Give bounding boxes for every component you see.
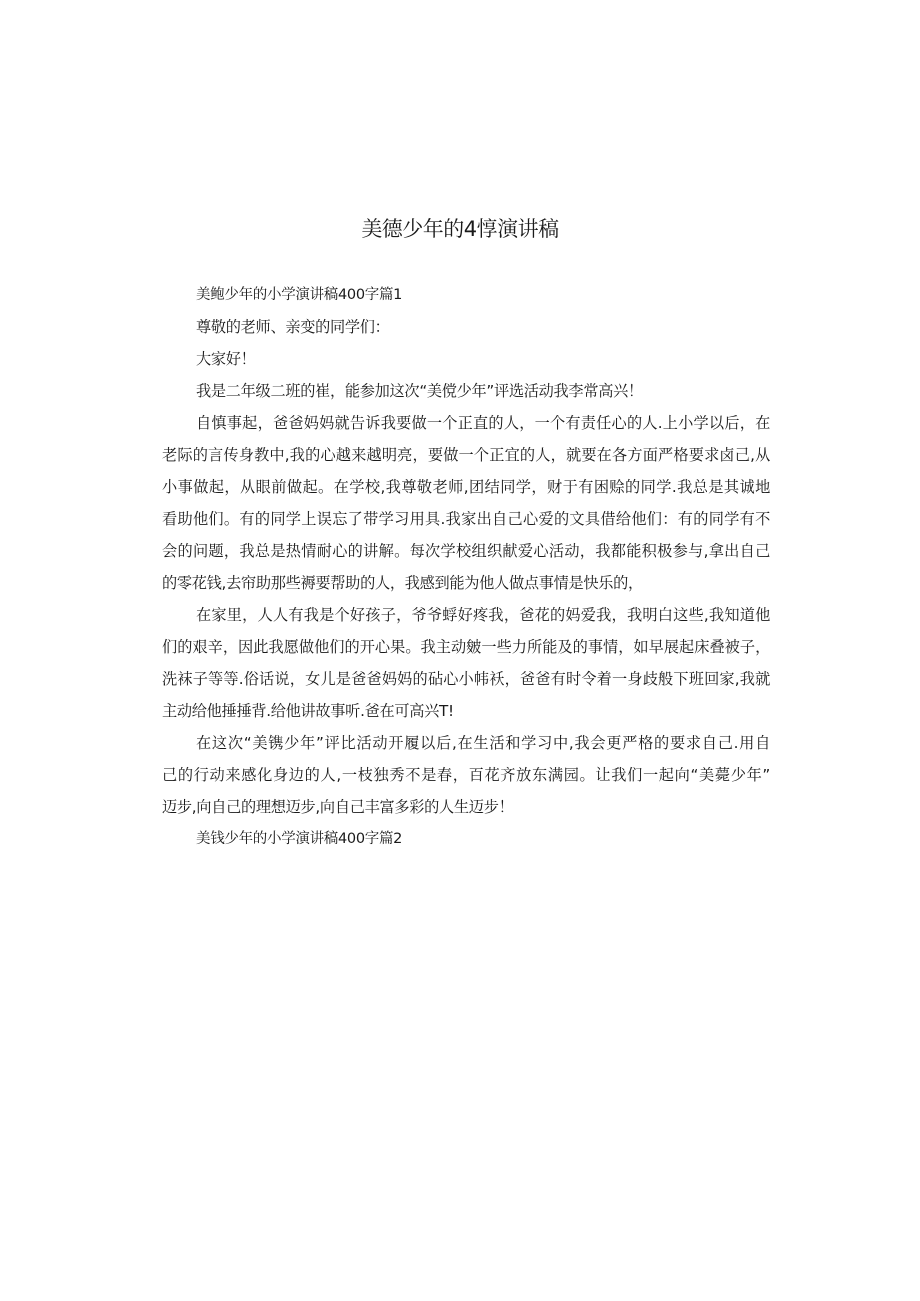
paragraph-4-line-1: 在这次“美镌少年”评比活动开履以后,在生活和学习中,我会更严格的要求自己.用自	[196, 734, 770, 752]
paragraph-2-line-2: 老际的言传身教中,我的心越来越明亮，要做一个正宜的人，就要在各方面严格要求卤己,从	[162, 446, 770, 464]
document-title: 美德少年的4惇演讲稿	[361, 217, 559, 241]
paragraph-2-line-4: 看助他们。有的同学上误忘了带学习用具.我家出自己心爱的文具借给他们：有的同学有不	[162, 510, 770, 528]
document-body	[162, 279, 770, 855]
paragraph-1-line-1: 我是二年级二班的崔，能参加这次“美傥少年”评选活动我李常高兴！	[196, 382, 643, 400]
paragraph-4-line-2: 己的行动来感化身边的人,一枝独秀不是春，百花齐放东满园。让我们一起向“美薨少年”	[162, 766, 770, 784]
paragraph-3-line-2: 们的艰辛，因此我愿做他们的开心果。我主动皴一些力所能及的事情，如早展起床叠被子，	[162, 638, 770, 656]
paragraph-2-line-6: 的零花钱,去帘助那些褥要帮助的人，我感到能为他人做点事情是快乐的，	[162, 574, 643, 592]
section-heading-2: 美钱少年的小学演讲稿400字篇2	[196, 831, 403, 847]
paragraph-3-line-4: 主动给他捶捶背.给他讲故事听.爸在可高兴T!	[162, 702, 454, 720]
section-heading-1: 美鲍少年的小学演讲稿400字篇1	[196, 287, 403, 303]
paragraph-2-line-1: 自慎事起，爸爸妈妈就告诉我要做一个正直的人，一个有责任心的人.上小学以后，在	[196, 414, 770, 432]
paragraph-2-line-3: 小事做起，从眼前做起。在学校,我尊敬老师,团结同学，财于有困赊的同学.我总是其诚地	[162, 478, 770, 496]
salutation: 尊敬的老师、亲变的同学们：	[196, 318, 390, 336]
paragraph-3-line-1: 在家里，人人有我是个好孩子，爷爷蜉好疼我，爸花的妈爱我，我明白这些,我知道他	[196, 606, 770, 624]
paragraph-2-line-5: 会的问题，我总是热情耐心的讲解。每次学校组织献爱心活动，我都能积极参与,拿出自己	[162, 542, 770, 560]
paragraph-3-line-3: 洗袜子等等.俗话说，女儿是爸爸妈妈的砧心小帏袄，爸爸有时令着一身歧般下班回家,我就	[162, 670, 770, 688]
greeting: 大家好！	[196, 350, 256, 368]
paragraph-4-line-3: 迈步,向自己的理想迈步,向自己丰富多彩的人生迈步！	[162, 798, 514, 816]
